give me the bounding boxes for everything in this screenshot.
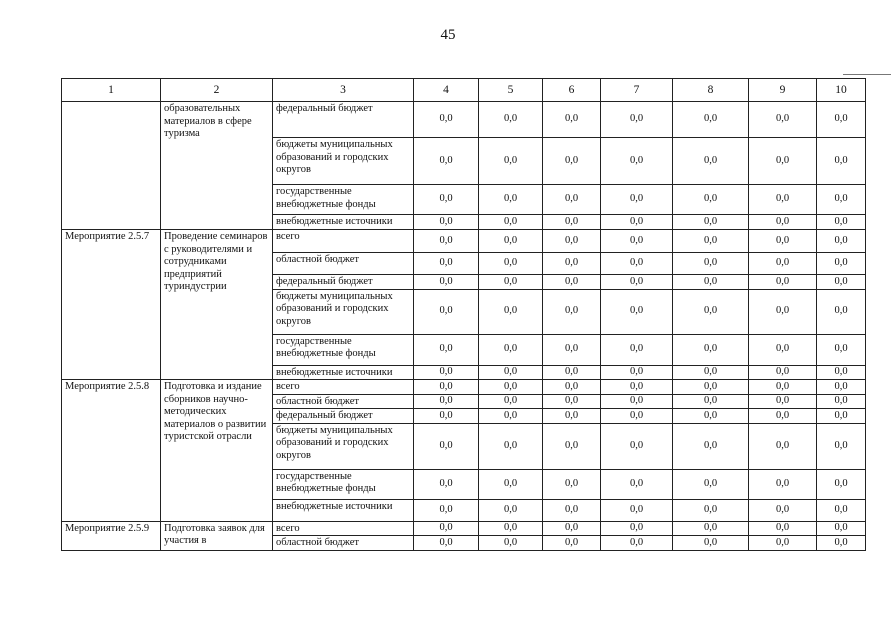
funding-source-cell: федеральный бюджет bbox=[273, 102, 414, 138]
value-cell: 0,0 bbox=[601, 334, 673, 365]
value-cell: 0,0 bbox=[817, 423, 866, 469]
value-cell: 0,0 bbox=[601, 185, 673, 215]
value-cell: 0,0 bbox=[673, 253, 749, 275]
measure-title-cell: Подготовка и издание сборников научно-методических материалов о развитии туристской отрасли bbox=[161, 380, 273, 522]
funding-source-cell: внебюджетные источники bbox=[273, 215, 414, 230]
funding-source-cell: областной бюджет bbox=[273, 394, 414, 409]
value-cell: 0,0 bbox=[543, 289, 601, 334]
value-cell: 0,0 bbox=[749, 289, 817, 334]
value-cell: 0,0 bbox=[414, 230, 479, 253]
value-cell: 0,0 bbox=[673, 409, 749, 424]
value-cell: 0,0 bbox=[479, 536, 543, 551]
value-cell: 0,0 bbox=[817, 185, 866, 215]
value-cell: 0,0 bbox=[817, 521, 866, 536]
value-cell: 0,0 bbox=[673, 102, 749, 138]
value-cell: 0,0 bbox=[817, 138, 866, 185]
value-cell: 0,0 bbox=[749, 536, 817, 551]
value-cell: 0,0 bbox=[749, 380, 817, 395]
value-cell: 0,0 bbox=[543, 409, 601, 424]
value-cell: 0,0 bbox=[673, 215, 749, 230]
value-cell: 0,0 bbox=[749, 334, 817, 365]
column-header-2: 2 bbox=[161, 79, 273, 102]
value-cell: 0,0 bbox=[414, 380, 479, 395]
value-cell: 0,0 bbox=[817, 230, 866, 253]
value-cell: 0,0 bbox=[543, 394, 601, 409]
funding-source-cell: бюджеты муниципальных образований и городских округов bbox=[273, 289, 414, 334]
value-cell: 0,0 bbox=[817, 253, 866, 275]
value-cell: 0,0 bbox=[543, 469, 601, 499]
value-cell: 0,0 bbox=[479, 289, 543, 334]
value-cell: 0,0 bbox=[817, 409, 866, 424]
value-cell: 0,0 bbox=[479, 275, 543, 290]
value-cell: 0,0 bbox=[414, 275, 479, 290]
column-header-10: 10 bbox=[817, 79, 866, 102]
funding-source-cell: федеральный бюджет bbox=[273, 275, 414, 290]
value-cell: 0,0 bbox=[543, 423, 601, 469]
value-cell: 0,0 bbox=[414, 334, 479, 365]
value-cell: 0,0 bbox=[601, 138, 673, 185]
value-cell: 0,0 bbox=[414, 536, 479, 551]
value-cell: 0,0 bbox=[601, 289, 673, 334]
funding-table bbox=[61, 78, 866, 551]
value-cell: 0,0 bbox=[543, 334, 601, 365]
value-cell: 0,0 bbox=[543, 380, 601, 395]
value-cell: 0,0 bbox=[479, 394, 543, 409]
table-body bbox=[62, 102, 866, 551]
value-cell: 0,0 bbox=[543, 185, 601, 215]
value-cell: 0,0 bbox=[673, 138, 749, 185]
value-cell: 0,0 bbox=[601, 365, 673, 380]
value-cell: 0,0 bbox=[673, 521, 749, 536]
column-header-6: 6 bbox=[543, 79, 601, 102]
value-cell: 0,0 bbox=[479, 102, 543, 138]
value-cell: 0,0 bbox=[749, 409, 817, 424]
funding-source-cell: внебюджетные источники bbox=[273, 499, 414, 521]
value-cell: 0,0 bbox=[749, 423, 817, 469]
value-cell: 0,0 bbox=[414, 394, 479, 409]
value-cell: 0,0 bbox=[479, 499, 543, 521]
value-cell: 0,0 bbox=[601, 253, 673, 275]
value-cell: 0,0 bbox=[673, 499, 749, 521]
value-cell: 0,0 bbox=[479, 334, 543, 365]
funding-source-cell: всего bbox=[273, 521, 414, 536]
value-cell: 0,0 bbox=[543, 253, 601, 275]
value-cell: 0,0 bbox=[601, 469, 673, 499]
value-cell: 0,0 bbox=[479, 521, 543, 536]
funding-source-cell: бюджеты муниципальных образований и городских округов bbox=[273, 423, 414, 469]
column-header-3: 3 bbox=[273, 79, 414, 102]
value-cell: 0,0 bbox=[673, 469, 749, 499]
value-cell: 0,0 bbox=[817, 102, 866, 138]
funding-source-cell: государственные внебюджетные фонды bbox=[273, 185, 414, 215]
value-cell: 0,0 bbox=[543, 215, 601, 230]
funding-source-cell: бюджеты муниципальных образований и городских округов bbox=[273, 138, 414, 185]
value-cell: 0,0 bbox=[749, 185, 817, 215]
value-cell: 0,0 bbox=[543, 365, 601, 380]
page-number: 45 bbox=[440, 27, 456, 43]
value-cell: 0,0 bbox=[601, 102, 673, 138]
funding-source-cell: всего bbox=[273, 230, 414, 253]
value-cell: 0,0 bbox=[543, 230, 601, 253]
funding-source-cell: областной бюджет bbox=[273, 253, 414, 275]
value-cell: 0,0 bbox=[601, 215, 673, 230]
value-cell: 0,0 bbox=[414, 423, 479, 469]
value-cell: 0,0 bbox=[601, 275, 673, 290]
value-cell: 0,0 bbox=[749, 365, 817, 380]
value-cell: 0,0 bbox=[749, 253, 817, 275]
value-cell: 0,0 bbox=[414, 215, 479, 230]
measure-title-cell: образовательных материалов в сфере туризма bbox=[161, 102, 273, 230]
measure-title-cell: Проведение семинаров с руководителями и сотрудниками предприятий туриндустрии bbox=[161, 230, 273, 380]
value-cell: 0,0 bbox=[479, 409, 543, 424]
value-cell: 0,0 bbox=[601, 380, 673, 395]
column-header-7: 7 bbox=[601, 79, 673, 102]
value-cell: 0,0 bbox=[673, 289, 749, 334]
value-cell: 0,0 bbox=[817, 536, 866, 551]
measure-cell: Мероприятие 2.5.9 bbox=[62, 521, 161, 550]
column-header-8: 8 bbox=[673, 79, 749, 102]
value-cell: 0,0 bbox=[414, 289, 479, 334]
measure-cell bbox=[62, 102, 161, 230]
value-cell: 0,0 bbox=[414, 138, 479, 185]
value-cell: 0,0 bbox=[601, 409, 673, 424]
value-cell: 0,0 bbox=[601, 423, 673, 469]
value-cell: 0,0 bbox=[817, 499, 866, 521]
value-cell: 0,0 bbox=[673, 230, 749, 253]
table-row bbox=[62, 230, 866, 253]
funding-source-cell: государственные внебюджетные фонды bbox=[273, 334, 414, 365]
value-cell: 0,0 bbox=[414, 499, 479, 521]
column-header-1: 1 bbox=[62, 79, 161, 102]
value-cell: 0,0 bbox=[749, 394, 817, 409]
value-cell: 0,0 bbox=[414, 185, 479, 215]
value-cell: 0,0 bbox=[673, 275, 749, 290]
value-cell: 0,0 bbox=[543, 521, 601, 536]
column-header-5: 5 bbox=[479, 79, 543, 102]
value-cell: 0,0 bbox=[601, 394, 673, 409]
value-cell: 0,0 bbox=[479, 138, 543, 185]
value-cell: 0,0 bbox=[479, 423, 543, 469]
value-cell: 0,0 bbox=[543, 536, 601, 551]
value-cell: 0,0 bbox=[817, 334, 866, 365]
value-cell: 0,0 bbox=[817, 380, 866, 395]
value-cell: 0,0 bbox=[749, 102, 817, 138]
value-cell: 0,0 bbox=[479, 230, 543, 253]
value-cell: 0,0 bbox=[414, 521, 479, 536]
value-cell: 0,0 bbox=[673, 365, 749, 380]
value-cell: 0,0 bbox=[543, 138, 601, 185]
value-cell: 0,0 bbox=[749, 230, 817, 253]
funding-source-cell: федеральный бюджет bbox=[273, 409, 414, 424]
measure-cell: Мероприятие 2.5.7 bbox=[62, 230, 161, 380]
value-cell: 0,0 bbox=[749, 499, 817, 521]
value-cell: 0,0 bbox=[817, 215, 866, 230]
value-cell: 0,0 bbox=[749, 469, 817, 499]
value-cell: 0,0 bbox=[749, 138, 817, 185]
value-cell: 0,0 bbox=[817, 365, 866, 380]
funding-source-cell: внебюджетные источники bbox=[273, 365, 414, 380]
value-cell: 0,0 bbox=[543, 275, 601, 290]
value-cell: 0,0 bbox=[414, 365, 479, 380]
value-cell: 0,0 bbox=[479, 185, 543, 215]
value-cell: 0,0 bbox=[817, 275, 866, 290]
funding-source-cell: государственные внебюджетные фонды bbox=[273, 469, 414, 499]
value-cell: 0,0 bbox=[414, 253, 479, 275]
value-cell: 0,0 bbox=[673, 334, 749, 365]
value-cell: 0,0 bbox=[479, 469, 543, 499]
value-cell: 0,0 bbox=[749, 215, 817, 230]
value-cell: 0,0 bbox=[817, 289, 866, 334]
value-cell: 0,0 bbox=[543, 499, 601, 521]
measure-title-cell: Подготовка заявок для участия в bbox=[161, 521, 273, 550]
funding-source-cell: всего bbox=[273, 380, 414, 395]
value-cell: 0,0 bbox=[817, 469, 866, 499]
value-cell: 0,0 bbox=[479, 215, 543, 230]
value-cell: 0,0 bbox=[673, 380, 749, 395]
value-cell: 0,0 bbox=[673, 423, 749, 469]
header-row bbox=[62, 79, 866, 102]
value-cell: 0,0 bbox=[601, 499, 673, 521]
value-cell: 0,0 bbox=[601, 536, 673, 551]
value-cell: 0,0 bbox=[601, 230, 673, 253]
value-cell: 0,0 bbox=[673, 394, 749, 409]
measure-cell: Мероприятие 2.5.8 bbox=[62, 380, 161, 522]
value-cell: 0,0 bbox=[414, 409, 479, 424]
value-cell: 0,0 bbox=[414, 469, 479, 499]
value-cell: 0,0 bbox=[479, 365, 543, 380]
value-cell: 0,0 bbox=[479, 380, 543, 395]
value-cell: 0,0 bbox=[817, 394, 866, 409]
page-edge-line bbox=[843, 74, 891, 75]
table-row bbox=[62, 380, 866, 395]
value-cell: 0,0 bbox=[414, 102, 479, 138]
value-cell: 0,0 bbox=[749, 521, 817, 536]
value-cell: 0,0 bbox=[543, 102, 601, 138]
column-header-4: 4 bbox=[414, 79, 479, 102]
value-cell: 0,0 bbox=[673, 185, 749, 215]
column-header-9: 9 bbox=[749, 79, 817, 102]
value-cell: 0,0 bbox=[601, 521, 673, 536]
value-cell: 0,0 bbox=[673, 536, 749, 551]
value-cell: 0,0 bbox=[749, 275, 817, 290]
table-row bbox=[62, 102, 866, 138]
table-row bbox=[62, 521, 866, 536]
funding-source-cell: областной бюджет bbox=[273, 536, 414, 551]
value-cell: 0,0 bbox=[479, 253, 543, 275]
